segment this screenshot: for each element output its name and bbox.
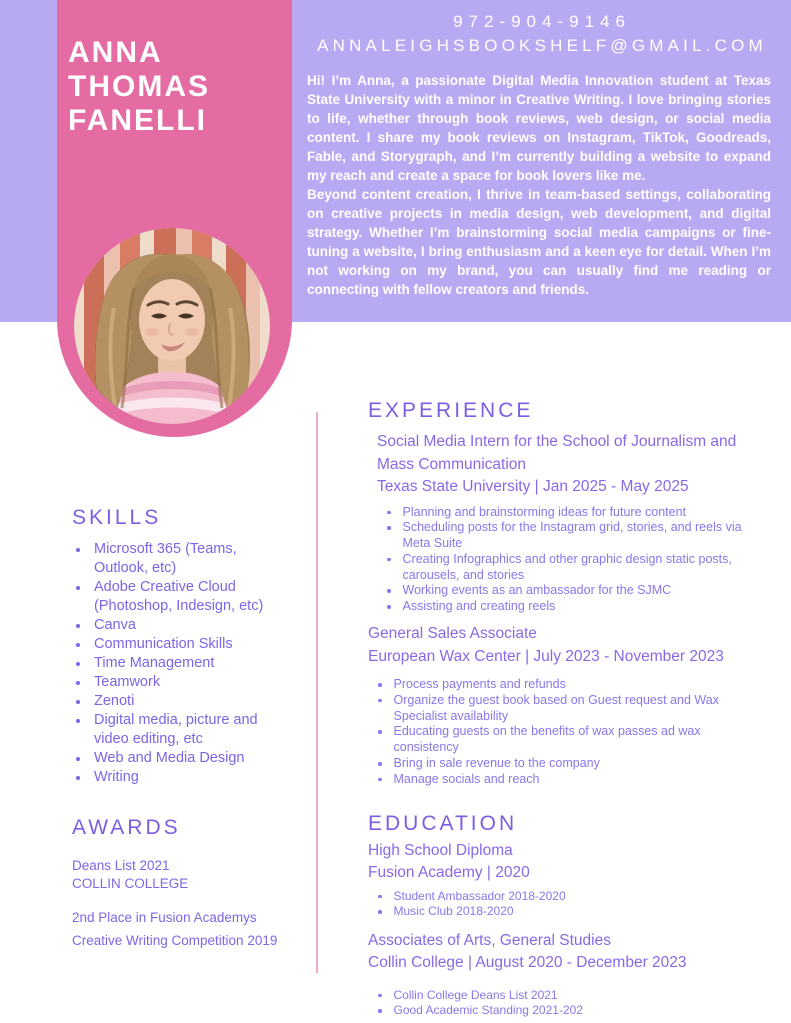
bullet-dot-icon xyxy=(387,589,391,593)
bullet-dot-icon xyxy=(387,605,391,609)
bullet-text: Good Academic Standing 2021-202 xyxy=(393,1003,583,1018)
job-role: General Sales Associate xyxy=(368,625,537,643)
bullet-dot-icon xyxy=(76,662,80,666)
award-entry xyxy=(72,857,286,892)
skill-label: Writing xyxy=(94,769,139,785)
bullet-text: Process payments and refunds xyxy=(393,677,566,692)
skill-label: Teamwork xyxy=(94,674,161,690)
bullet-dot-icon xyxy=(76,776,80,780)
skill-label: Zenoti xyxy=(94,693,135,709)
degree-name: Associates of Arts, General Studies xyxy=(368,931,611,949)
email-address: ANNALEIGHSBOOKSHELF@GMAIL.COM xyxy=(317,36,767,55)
skill-item xyxy=(74,768,286,787)
award-line: Creative Writing Competition 2019 xyxy=(72,933,278,948)
bullet-dot-icon xyxy=(76,548,80,552)
education-bullet xyxy=(376,1003,706,1019)
bullet-dot-icon xyxy=(76,624,80,628)
person-name xyxy=(68,36,210,138)
award-line: COLLIN COLLEGE xyxy=(72,875,189,891)
education-bullet xyxy=(376,988,706,1004)
contact-block xyxy=(293,12,791,56)
main-column xyxy=(368,399,782,1019)
experience-list xyxy=(368,431,782,788)
bullet-dot-icon xyxy=(76,757,80,761)
profile-photo xyxy=(74,228,270,424)
bullet-text: Student Ambassador 2018-2020 xyxy=(393,888,566,903)
bio-text xyxy=(307,71,771,299)
bullet-dot-icon xyxy=(378,910,382,914)
skill-item xyxy=(74,749,286,768)
skill-item xyxy=(74,635,286,654)
skills-list xyxy=(74,540,286,787)
bullet-text: Educating guests on the benefits of wax passes ad wax consistency xyxy=(393,724,701,755)
skill-label: Canva xyxy=(94,617,136,633)
bullet-dot-icon xyxy=(378,778,382,782)
job-bullets xyxy=(385,505,747,616)
job-bullet xyxy=(385,520,747,552)
bullet-text: Scheduling posts for the Instagram grid, stories, and reels via Meta Suite xyxy=(402,520,742,551)
education-bullets xyxy=(376,889,706,920)
bio-paragraph: Beyond content creation, I thrive in team-based settings, collaborating on creative projects in media design, web development, and digital strategy. Whether I’m brainstorming social media campaigns or fine-tuning a website, I bring enthusiasm and a keen eye for detail. When I’m not working on my brand, you can usually find me reading or connecting with fellow creators and friends. xyxy=(307,187,771,297)
job-bullet xyxy=(376,772,738,788)
job-bullet xyxy=(376,693,738,725)
bullet-dot-icon xyxy=(378,683,382,687)
education-bullet xyxy=(376,904,706,920)
bullet-dot-icon xyxy=(378,699,382,703)
award-line: 2nd Place in Fusion Academys xyxy=(72,910,257,925)
bullet-text: Planning and brainstorming ideas for future content xyxy=(402,504,687,519)
bullet-dot-icon xyxy=(76,719,80,723)
skill-label: Time Management xyxy=(94,655,215,671)
bullet-dot-icon xyxy=(76,700,80,704)
bullet-dot-icon xyxy=(387,526,391,530)
job-bullet xyxy=(385,583,747,599)
education-bullet xyxy=(376,889,706,905)
job-bullet xyxy=(376,724,738,756)
education-entry xyxy=(368,930,782,1019)
bullet-dot-icon xyxy=(387,511,391,515)
school-org-dates: Fusion Academy | 2020 xyxy=(368,864,530,882)
skill-item xyxy=(74,692,286,711)
bullet-dot-icon xyxy=(387,558,391,562)
bullet-text: Manage socials and reach xyxy=(393,771,540,786)
skill-item xyxy=(74,711,286,749)
bullet-text: Working events as an ambassador for the SJMC xyxy=(402,583,672,598)
portrait-illustration xyxy=(74,228,270,424)
experience-section-title: EXPERIENCE xyxy=(368,399,534,422)
education-list xyxy=(368,840,782,1019)
bullet-text: Music Club 2018-2020 xyxy=(393,904,514,919)
skill-label: Microsoft 365 (Teams, Outlook, etc) xyxy=(94,541,237,576)
experience-entry xyxy=(368,623,782,788)
skill-label: Adobe Creative Cloud (Photoshop, Indesign, etc) xyxy=(94,579,264,614)
bullet-dot-icon xyxy=(76,681,80,685)
bullet-dot-icon xyxy=(378,730,382,734)
skills-section-title: SKILLS xyxy=(72,506,162,529)
bullet-text: Bring in sale revenue to the company xyxy=(393,756,600,771)
award-line: Deans List 2021 xyxy=(72,858,170,873)
job-role: Social Media Intern for the School of Journalism and Mass Communication xyxy=(377,433,737,473)
vertical-divider xyxy=(316,412,318,973)
job-bullet xyxy=(376,756,738,772)
education-section-title: EDUCATION xyxy=(368,811,518,835)
school-org-dates: Collin College | August 2020 - December 2023 xyxy=(368,954,687,972)
bullet-text: Assisting and creating reels xyxy=(402,599,556,614)
awards-list xyxy=(72,857,286,952)
job-bullets xyxy=(376,677,738,788)
bullet-dot-icon xyxy=(378,762,382,766)
job-bullet xyxy=(376,677,738,693)
bullet-dot-icon xyxy=(76,643,80,647)
skill-item xyxy=(74,540,286,578)
job-bullet xyxy=(385,552,747,584)
skill-item xyxy=(74,578,286,616)
degree-name: High School Diploma xyxy=(368,841,513,859)
skill-label: Communication Skills xyxy=(94,636,233,652)
skill-label: Digital media, picture and video editing, etc xyxy=(94,712,258,747)
bullet-text: Creating Infographics and other graphic design static posts, carousels, and stories xyxy=(402,551,732,582)
skill-item xyxy=(74,616,286,635)
name-line: ANNA xyxy=(68,36,163,69)
bullet-dot-icon xyxy=(378,895,382,899)
job-bullet xyxy=(385,599,747,615)
job-org-dates: European Wax Center | July 2023 - November 2023 xyxy=(368,647,724,665)
sidebar xyxy=(72,506,286,952)
skill-item xyxy=(74,673,286,692)
education-bullets xyxy=(376,988,706,1019)
bio-paragraph: Hi! I’m Anna, a passionate Digital Media Innovation student at Texas State University with a minor in Creative Writing. I love bringing stories to life, whether through book reviews, web design, or social media content. I share my book reviews on Instagram, TikTok, Goodreads, Fable, and Storygraph, and I’m currently building a website to expand my reach and create a space for book lovers like me. xyxy=(307,73,771,183)
bullet-text: Collin College Deans List 2021 xyxy=(393,987,558,1002)
bullet-dot-icon xyxy=(76,586,80,590)
experience-entry xyxy=(368,431,782,615)
skill-label: Web and Media Design xyxy=(94,750,245,766)
name-line: FANELLI xyxy=(68,104,207,137)
phone-number: 972-904-9146 xyxy=(453,12,631,31)
job-bullet xyxy=(385,505,747,521)
award-entry xyxy=(72,906,286,952)
bullet-dot-icon xyxy=(378,1009,382,1013)
bullet-text: Organize the guest book based on Guest request and Wax Specialist availability xyxy=(393,692,719,723)
awards-section-title: AWARDS xyxy=(72,816,181,839)
job-org-dates: Texas State University | Jan 2025 - May 2025 xyxy=(377,478,689,495)
name-line: THOMAS xyxy=(68,70,210,103)
skill-item xyxy=(74,654,286,673)
bullet-dot-icon xyxy=(378,994,382,998)
education-entry xyxy=(368,840,782,920)
